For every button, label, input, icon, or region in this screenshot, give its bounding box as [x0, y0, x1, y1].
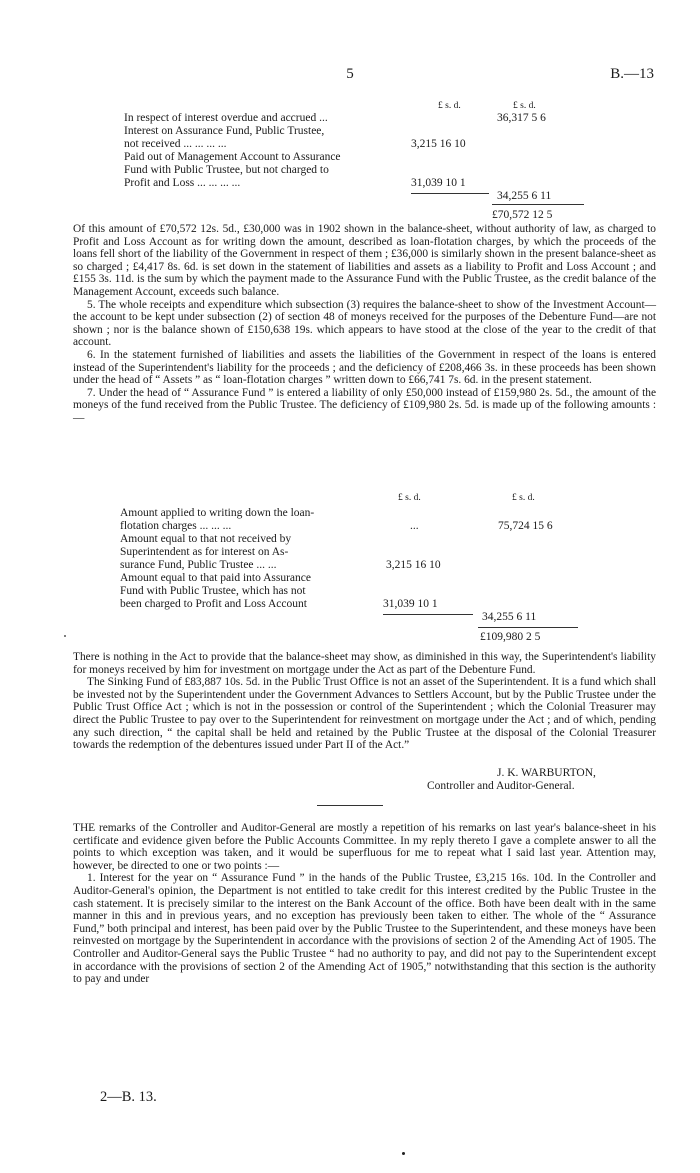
signature-title: Controller and Auditor-General. [427, 780, 575, 792]
dot-mark [402, 1152, 405, 1155]
paragraph: 6. In the statement furnished of liabilities and assets the liabilities of the Government in respect of the loans is entered instead of the Superintendent's liability for the proceeds ; and the deficiency of £208,466 3s. in these proceeds has been shown under the head of “ Assets ” as “ loan-flotation charges ” written down to £66,741 7s. 6d. in the present statement. [73, 348, 656, 387]
table1-row-3-line-1: Paid out of Management Account to Assurance [124, 151, 341, 163]
body-paragraphs-a [73, 223, 656, 425]
table2-subtotal: 34,255 6 11 [482, 611, 537, 623]
table1-row-3-amount: 31,039 10 1 [411, 177, 466, 189]
table2-row-2-line-3: surance Fund, Public Trustee ... ... [120, 559, 277, 571]
table1-row-2-line-1: Interest on Assurance Fund, Public Trustee, [124, 125, 325, 137]
table2-row-1-line-2: flotation charges ... ... ... [120, 520, 232, 532]
signature-mark: 2—B. 13. [100, 1089, 157, 1105]
table2-row-3-line-2: Fund with Public Trustee, which has not [120, 585, 306, 597]
table1-row-3-line-3: Profit and Loss ... ... ... ... [124, 177, 241, 189]
paragraph: Of this amount of £70,572 12s. 5d., £30,000 was in 1902 shown in the balance-sheet, without authority of law, as charged to Profit and Loss Account as for writing down the amount, described as loan-flotation charges, by which the proceeds of the loans fell short of the liability of the Government in respect of them ; £36,000 is similarly shown in the present balance-sheet as so charged ; £4,417 8s. 6d. is set down in the statement of liabilities and assets as a liability to Profit and Loss Account ; and £155 3s. 11d. is the sum by which the payment made to the Assurance Fund with the Public Trustee, as the credit balance of the Management Account, exceeds such balance. [73, 223, 656, 298]
table2-row-3-line-1: Amount equal to that paid into Assurance [120, 572, 311, 584]
table1-col2-head: £ s. d. [513, 101, 536, 111]
page-number: 5 [346, 66, 354, 82]
speck-mark [64, 635, 66, 637]
table2-row-1-col1: ... [410, 520, 419, 532]
table1-row-2-line-2: not received ... ... ... ... [124, 138, 227, 150]
table2-row-1-line-1: Amount applied to writing down the loan- [120, 507, 315, 519]
table1-subtotal-rule [411, 193, 489, 194]
table1-row-1-amount: 36,317 5 6 [497, 112, 546, 124]
table1-row-2-amount: 3,215 16 10 [411, 138, 466, 150]
table1-total-rule [492, 204, 584, 205]
table2-row-2-amount: 3,215 16 10 [386, 559, 441, 571]
table2-row-2-line-1: Amount equal to that not received by [120, 533, 292, 545]
paragraph: The Sinking Fund of £83,887 10s. 5d. in the Public Trust Office is not an asset of the Superintendent. It is a fund which shall be invested not by the Superintendent under the Government Advances to Settlers Account, but by the Public Trustee under the Public Trust Office Act ; which is not in the possession or control of the Superintendent ; which the Colonial Treasurer may direct the Public Trustee to pay over to the Superintendent for reinvestment on mortgage under the Act ; and of which, pending any such direction, “ the capital shall be held and retained by the Public Trustee at the disposal of the Colonial Treasurer towards the redemption of the debentures issued under Part II of the Act.” [73, 676, 656, 752]
paragraph: 5. The whole receipts and expenditure which subsection (3) requires the balance-sheet to show of the Investment Account—the account to be kept under subsection (2) of section 48 of moneys received for the purposes of the Debenture Fund—are not shown ; nor is the balance shown of £150,638 19s. which appears to have stood at the close of the year to the credit of that account. [73, 298, 656, 349]
report-reference: B.—13 [610, 66, 654, 82]
table2-row-3-amount: 31,039 10 1 [383, 598, 438, 610]
table2-total-rule [478, 627, 578, 628]
body-paragraphs-c [73, 822, 656, 986]
body-paragraphs-b [73, 651, 656, 752]
table2-row-2-line-2: Superintendent as for interest on As- [120, 546, 289, 558]
table2-row-3-line-3: been charged to Profit and Loss Account [120, 598, 307, 610]
table2-col2-head: £ s. d. [512, 493, 535, 503]
table1-col1-head: £ s. d. [438, 101, 461, 111]
table1-row-1-line-1: In respect of interest overdue and accrued ... [124, 112, 328, 124]
paragraph: There is nothing in the Act to provide that the balance-sheet may show, as diminished in this way, the Superintendent's liability for moneys received by him for investment on mortgage under the Act as part of the Debenture Fund. [73, 651, 656, 676]
table1-total: £70,572 12 5 [492, 209, 553, 221]
table2-total: £109,980 2 5 [480, 631, 541, 643]
section-divider [317, 805, 383, 806]
paragraph: 1. Interest for the year on “ Assurance Fund ” in the hands of the Public Trustee, £3,215 16s. 10d. In the Controller and Auditor-General's opinion, the Department is not entitled to take credit for this interest credited by the Public Trustee in the cash statement. It is precisely similar to the interest on the Bank Account of the office. Both have been dealt with in the same manner in this and in previous years, and no exception has previously been taken to either. The whole of the “ Assurance Fund,” both principal and interest, has been paid over by the Public Trustee to the Superintendent, and these moneys have been reinvested on mortgage by the Superintendent in accordance with the provisions of section 2 of the Amending Act of 1905. The Controller and Auditor-General says the Public Trustee “ had no authority to pay, and did not pay to the Superintendent except in accordance with the provisions of section 2 of the Amending Act of 1905,” notwithstanding that this section is the authority to pay and under [73, 872, 656, 986]
paragraph: 7. Under the head of “ Assurance Fund ” is entered a liability of only £50,000 instead of £159,980 2s. 5d., the amount of the moneys of the fund received from the Public Trustee. The deficiency of £109,980 2s. 5d. is made up of the following amounts :— [73, 386, 656, 424]
table1-subtotal: 34,255 6 11 [497, 190, 552, 202]
table2-col1-head: £ s. d. [398, 493, 421, 503]
table1-row-3-line-2: Fund with Public Trustee, but not charged to [124, 164, 329, 176]
table2-row-1-amount: 75,724 15 6 [498, 520, 553, 532]
table2-subtotal-rule [383, 614, 473, 615]
paragraph: THE remarks of the Controller and Auditor-General are mostly a repetition of his remarks on last year's balance-sheet in his certificate and evidence given before the Public Accounts Committee. In my reply thereto I gave a complete answer to all the points to which exception was taken, and it would be superfluous for me to repeat what I said last year. Attention may, however, be directed to one or two points :— [73, 822, 656, 872]
signature-name: J. K. WARBURTON, [497, 767, 596, 779]
